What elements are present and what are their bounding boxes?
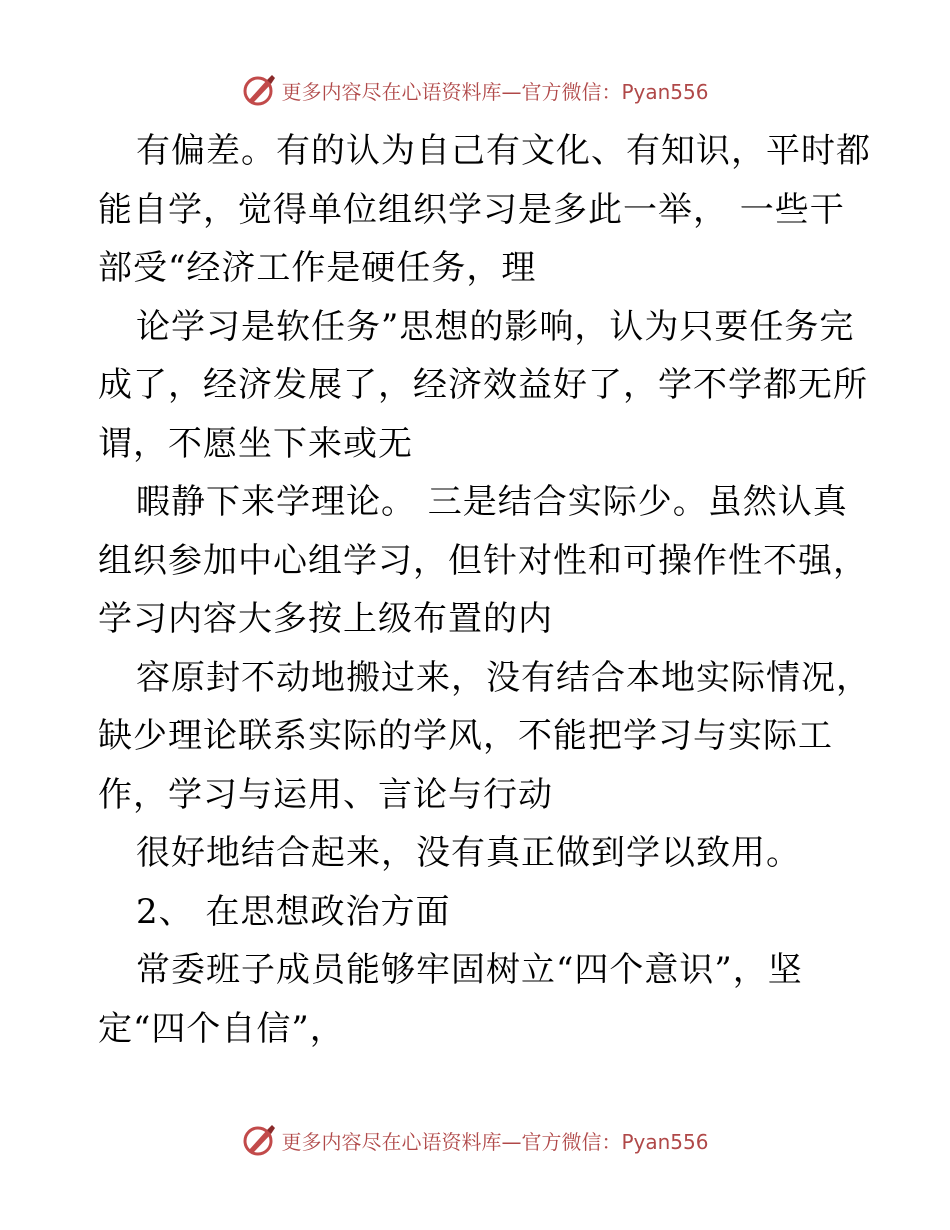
body-line: 定“四个自信”， bbox=[98, 1008, 345, 1049]
body-line: 缺少理论联系实际的学风，不能把学习与实际工 bbox=[98, 716, 833, 756]
body-line: 很好地结合起来，没有真正做到学以致用。 bbox=[136, 833, 801, 873]
document-body bbox=[98, 122, 871, 1058]
header-banner-text: 更多内容尽在心语资料库—官方微信：Pyan556 bbox=[281, 79, 709, 104]
body-line: 论学习是软任务”思想的影响，认为只要任务完 bbox=[136, 306, 855, 347]
body-line: 容原封不动地搬过来，没有结合本地实际情况， bbox=[136, 657, 871, 698]
footer-watermark-banner bbox=[0, 1120, 950, 1160]
body-line: 有偏差。有的认为自己有文化、有知识，平时都 bbox=[136, 131, 871, 171]
body-line: 成了，经济发展了，经济效益好了，学不学都无所 bbox=[98, 365, 868, 405]
section-heading: 2、 在思想政治方面 bbox=[136, 891, 451, 932]
body-line: 常委班子成员能够牢固树立“四个意识”，坚 bbox=[136, 950, 803, 990]
body-line: 组织参加中心组学习，但针对性和可操作性不强， bbox=[98, 540, 868, 581]
header-watermark-banner bbox=[0, 70, 950, 110]
pen-logo-icon bbox=[241, 1122, 277, 1158]
body-line: 暇静下来学理论。 三是结合实际少。虽然认真 bbox=[136, 482, 848, 522]
body-line: 部受“经济工作是硬任务，理 bbox=[98, 248, 537, 288]
footer-banner-text: 更多内容尽在心语资料库—官方微信：Pyan556 bbox=[281, 1129, 709, 1154]
body-line: 学习内容大多按上级布置的内 bbox=[98, 599, 553, 639]
body-line: 能自学，觉得单位组织学习是多此一举， 一些干 bbox=[98, 189, 845, 230]
body-line: 作，学习与运用、言论与行动 bbox=[98, 774, 553, 815]
pen-logo-icon bbox=[241, 72, 277, 108]
body-line: 谓，不愿坐下来或无 bbox=[98, 423, 413, 464]
